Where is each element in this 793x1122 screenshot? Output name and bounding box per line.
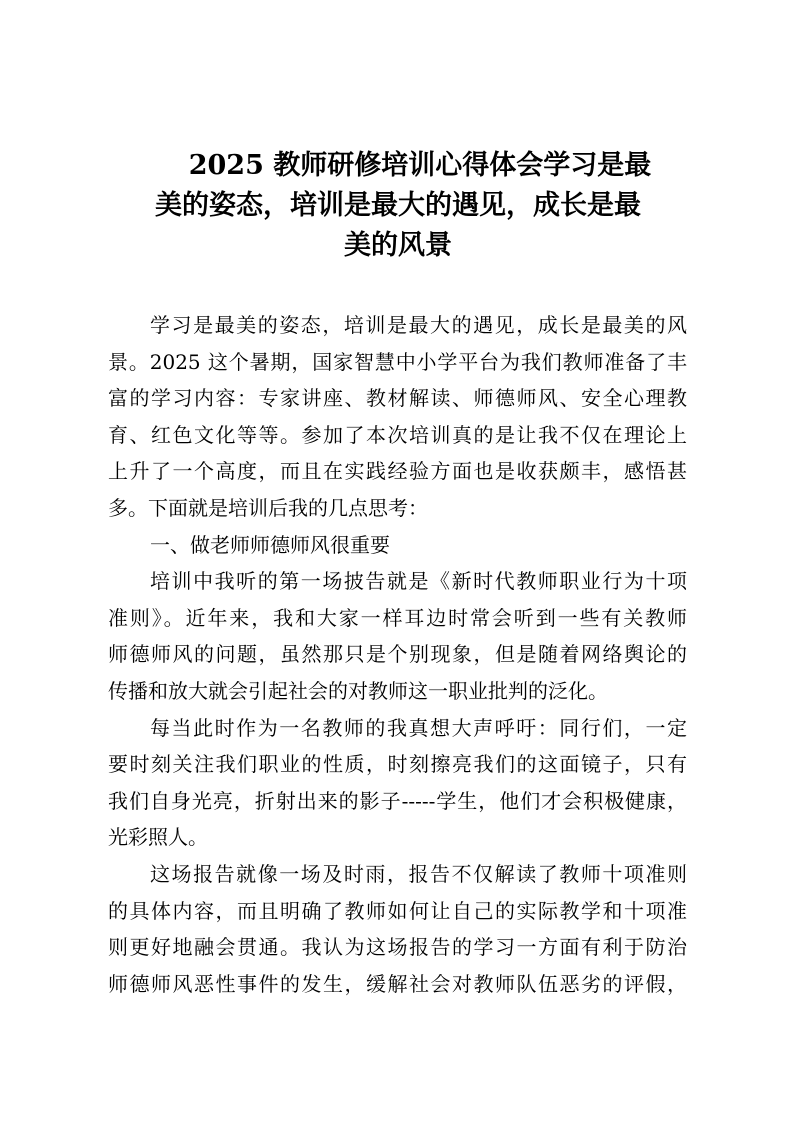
- text-line: 师德师风的问题，虽然那只是个别现象，但是随着网络舆论的: [108, 642, 687, 667]
- text-line: 我们自身光亮，折射出来的影子-----学生，他们才会积极健康，: [108, 788, 687, 813]
- paragraph: [108, 710, 687, 856]
- text-line: 富的学习内容：专家讲座、教材解读、师德师风、安全心理教: [108, 386, 687, 411]
- text-line: 景。2025 这个暑期，国家智慧中小学平台为我们教师准备了丰: [108, 349, 687, 374]
- title-line: 2025 教师研修培训心得体会学习是最: [188, 150, 652, 181]
- text-line: 学习是最美的姿态，培训是最大的遇见，成长是最美的风: [150, 313, 687, 337]
- text-line: 的具体内容，而且明确了教师如何让自己的实际教学和十项准: [108, 898, 687, 923]
- paragraph: [108, 307, 687, 527]
- text-line: 一、做老师师德师风很重要: [150, 532, 390, 557]
- text-line: 这场报告就像一场及时雨，报告不仅解读了教师十项准则: [150, 861, 687, 886]
- text-line: 育、红色文化等等。参加了本次培训真的是让我不仅在理论上: [108, 422, 687, 447]
- text-line: 传播和放大就会引起社会的对教师这一职业批判的泛化。: [108, 678, 608, 703]
- text-line: 多。下面就是培训后我的几点思考：: [108, 495, 428, 520]
- text-line: 上升了一个高度，而且在实践经验方面也是收获颇丰，感悟甚: [108, 459, 687, 484]
- title-line: 美的姿态，培训是最大的遇见，成长是最: [155, 190, 641, 221]
- text-line: 要时刻关注我们职业的性质，时刻擦亮我们的这面镜子，只有: [108, 752, 687, 777]
- text-line: 师德师风恶性事件的发生，缓解社会对教师队伍恶劣的评假，: [108, 971, 687, 996]
- document-body: [108, 307, 687, 1002]
- text-line: 培训中我听的第一场披告就是《新时代教师职业行为十项: [150, 569, 687, 594]
- paragraph: [108, 856, 687, 1002]
- document-title: [100, 146, 696, 266]
- text-line: 每当此时作为一名教师的我真想大声呼吁：同行们，一定: [150, 715, 687, 740]
- text-line: 则更好地融会贯通。我认为这场报告的学习一方面有利于防治: [108, 935, 687, 960]
- section-heading: [108, 527, 687, 564]
- text-line: 准则》。近年来，我和大家一样耳边时常会听到一些有关教师: [108, 605, 687, 630]
- title-line: 美的风景: [344, 230, 452, 261]
- paragraph: [108, 563, 687, 709]
- text-line: 光彩照人。: [108, 825, 208, 850]
